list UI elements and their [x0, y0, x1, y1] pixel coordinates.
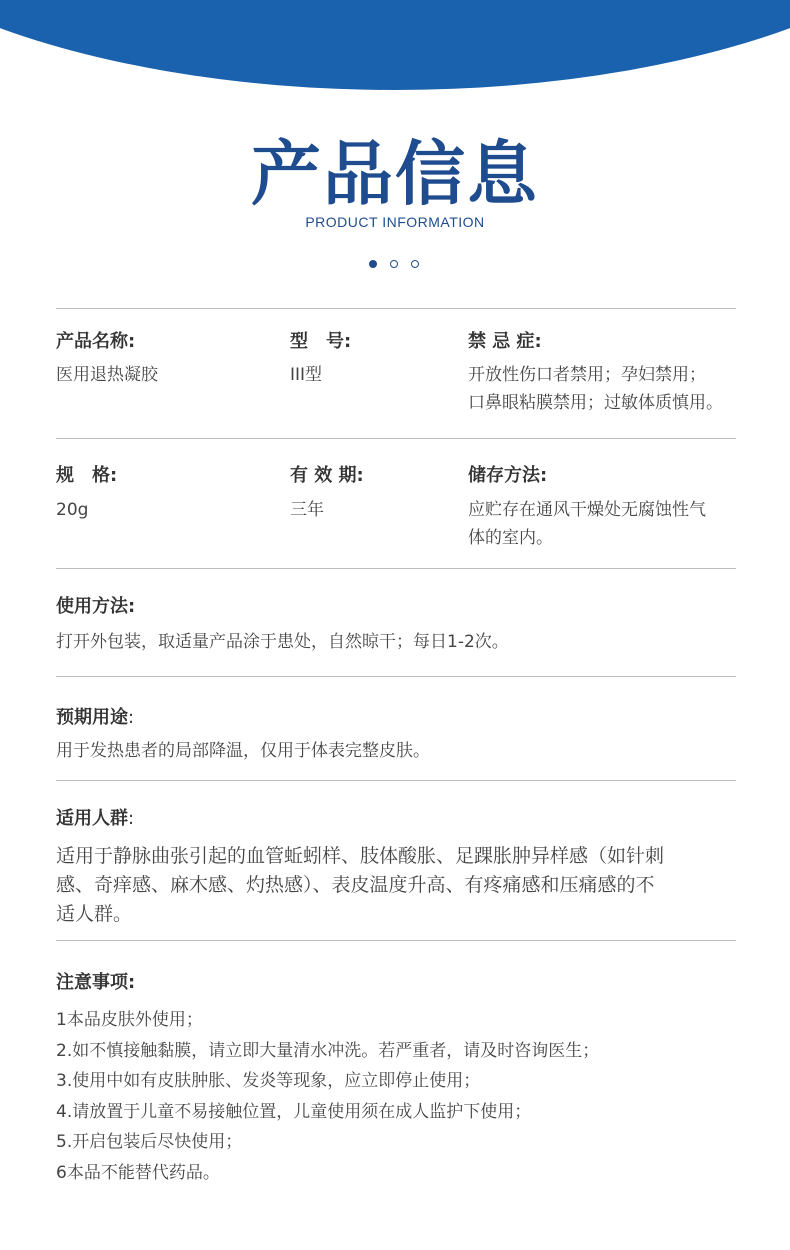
validity-value: 三年	[290, 500, 324, 520]
audience-value	[56, 842, 664, 929]
product-name-label: 产品名称:	[56, 331, 136, 352]
dot-indicator-active	[369, 260, 377, 268]
note-item: 4.请放置于儿童不易接触位置，儿童使用须在成人监护下使用；	[56, 1101, 532, 1122]
audience-label	[56, 804, 134, 830]
contraindication-line: 口鼻眼粘膜禁用；过敏体质慎用。	[468, 393, 723, 413]
audience-line: 适用于静脉曲张引起的血管蚯蚓样、肢体酸胀、足踝胀肿异样感（如针刺	[56, 845, 665, 867]
model-label: 型 号:	[290, 331, 352, 352]
note-item: 6本品不能替代药品。	[56, 1162, 220, 1183]
audience-label-colon: :	[128, 808, 135, 829]
contraindication-line: 开放性伤口者禁用；孕妇禁用；	[468, 365, 706, 385]
divider	[56, 780, 736, 781]
spec-value: 20g	[56, 500, 89, 520]
notes-list	[56, 1005, 599, 1188]
divider	[56, 438, 736, 439]
dot-indicator	[390, 260, 398, 268]
storage-value	[468, 496, 706, 552]
storage-line: 应贮存在通风干燥处无腐蚀性气	[468, 500, 706, 520]
model-value: III型	[290, 365, 323, 385]
purpose-label	[56, 703, 134, 729]
purpose-label-text: 预期用途	[56, 707, 128, 728]
storage-label: 储存方法:	[468, 465, 548, 486]
note-item: 2.如不慎接触黏膜，请立即大量清水冲洗。若严重者，请及时咨询医生；	[56, 1040, 600, 1061]
product-name-value: 医用退热凝胶	[56, 365, 158, 385]
audience-label-text: 适用人群	[56, 808, 128, 829]
usage-value: 打开外包装，取适量产品涂于患处，自然晾干；每日1-2次。	[56, 632, 509, 652]
validity-label: 有 效 期:	[290, 465, 364, 486]
purpose-label-colon: :	[128, 707, 135, 728]
note-item: 5.开启包装后尽快使用；	[56, 1132, 243, 1152]
purpose-value: 用于发热患者的局部降温，仅用于体表完整皮肤。	[56, 741, 430, 761]
spec-label: 规 格:	[56, 465, 118, 486]
usage-label: 使用方法:	[56, 596, 136, 617]
page-subtitle: PRODUCT INFORMATION	[305, 214, 485, 230]
notes-label: 注意事项:	[56, 972, 136, 993]
divider	[56, 568, 736, 569]
note-item: 3.使用中如有皮肤肿胀、发炎等现象，应立即停止使用；	[56, 1071, 481, 1091]
divider	[56, 940, 736, 941]
pagination-dots	[369, 260, 419, 268]
contraindication-value	[468, 361, 723, 417]
contraindication-label: 禁 忌 症:	[468, 331, 542, 352]
audience-line: 感、奇痒感、麻木感、灼热感）、表皮温度升高、有疼痛感和压痛感的不	[56, 874, 655, 896]
header-arc	[0, 0, 790, 90]
dot-indicator	[411, 260, 419, 268]
divider	[56, 676, 736, 677]
page-title: 产品信息	[251, 133, 539, 215]
audience-line: 适人群。	[56, 903, 133, 925]
divider	[56, 308, 736, 309]
storage-line: 体的室内。	[468, 528, 553, 548]
note-item: 1本品皮肤外使用；	[56, 1010, 203, 1030]
